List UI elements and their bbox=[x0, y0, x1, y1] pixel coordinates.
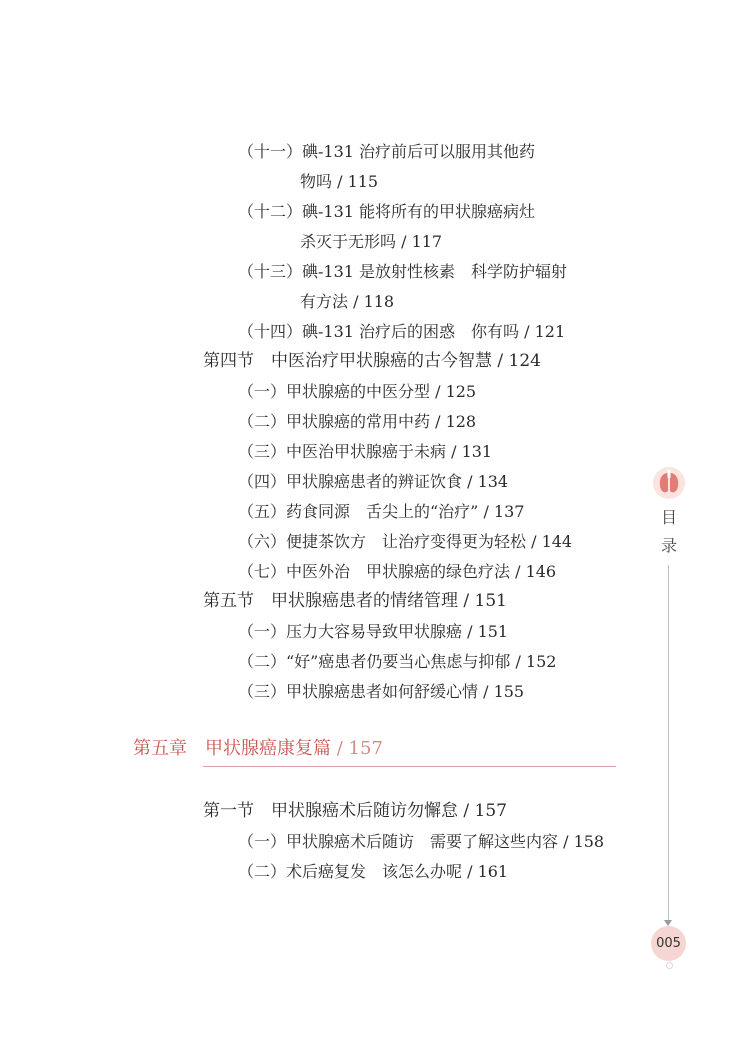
chapter-label: 第五章 bbox=[133, 738, 187, 759]
toc-section: 第一节 甲状腺癌术后随访勿懈怠 / 157 bbox=[203, 801, 507, 821]
chapter-slash: / bbox=[336, 738, 343, 759]
toc-entry: （六）便捷茶饮方 让治疗变得更为轻松 / 144 bbox=[238, 532, 573, 551]
chapter-title: 甲状腺癌康复篇 bbox=[205, 738, 331, 759]
toc-entry: 物吗 / 115 bbox=[300, 172, 379, 191]
toc-entry: 杀灭于无形吗 / 117 bbox=[300, 232, 443, 251]
thyroid-icon bbox=[652, 466, 686, 500]
toc-entry: 有方法 / 118 bbox=[300, 292, 395, 311]
toc-section: 第五节 甲状腺癌患者的情绪管理 / 151 bbox=[203, 591, 507, 611]
toc-entry: （十二）碘-131 能将所有的甲状腺癌病灶 bbox=[238, 202, 536, 221]
toc-entry: （一）甲状腺癌术后随访 需要了解这些内容 / 158 bbox=[238, 832, 605, 851]
toc-entry: （一）压力大容易导致甲状腺癌 / 151 bbox=[238, 622, 509, 641]
page-dot bbox=[666, 962, 673, 969]
toc-entry: （三）甲状腺癌患者如何舒缓心情 / 155 bbox=[238, 682, 525, 701]
toc-entry: （四）甲状腺癌患者的辨证饮食 / 134 bbox=[238, 472, 509, 491]
chapter-heading bbox=[133, 738, 383, 760]
toc-entry: （五）药食同源 舌尖上的“治疗” / 137 bbox=[238, 502, 525, 521]
chapter-page: 157 bbox=[348, 738, 383, 759]
toc-entry: （一）甲状腺癌的中医分型 / 125 bbox=[238, 382, 477, 401]
toc-entry: （二）“好”癌患者仍要当心焦虑与抑郁 / 152 bbox=[238, 652, 557, 671]
side-divider bbox=[668, 565, 669, 925]
side-title-bottom: 录 bbox=[661, 536, 678, 555]
toc-entry: （十一）碘-131 治疗前后可以服用其他药 bbox=[238, 142, 536, 161]
side-title-top: 目 bbox=[661, 508, 678, 527]
toc-entry: （十三）碘-131 是放射性核素 科学防护辐射 bbox=[238, 262, 568, 281]
toc-entry: （二）术后癌复发 该怎么办呢 / 161 bbox=[238, 862, 509, 881]
toc-entry: （三）中医治甲状腺癌于未病 / 131 bbox=[238, 442, 493, 461]
toc-entry: （二）甲状腺癌的常用中药 / 128 bbox=[238, 412, 477, 431]
toc-entry: （七）中医外治 甲状腺癌的绿色疗法 / 146 bbox=[238, 562, 557, 581]
toc-section: 第四节 中医治疗甲状腺癌的古今智慧 / 124 bbox=[203, 351, 541, 371]
toc-entry: （十四）碘-131 治疗后的困惑 你有吗 / 121 bbox=[238, 322, 566, 341]
page-number: 005 bbox=[651, 926, 686, 961]
chapter-divider bbox=[203, 766, 616, 767]
